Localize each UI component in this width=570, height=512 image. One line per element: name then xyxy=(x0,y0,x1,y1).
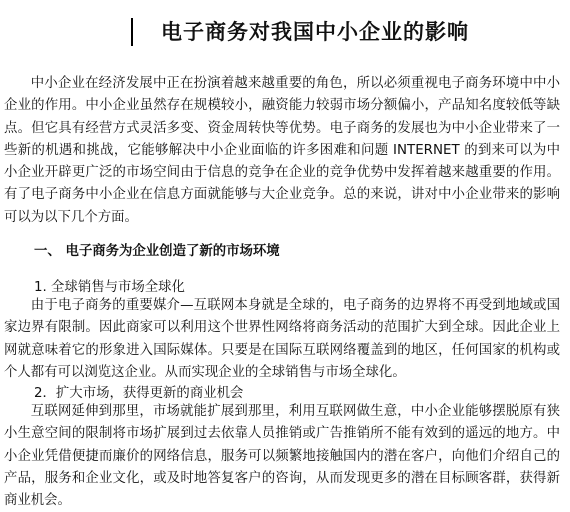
subsection-heading-2: 2．扩大市场，获得更新的商业机会 xyxy=(34,386,244,401)
document-title: 电子商务对我国中小企业的影响 xyxy=(161,20,469,44)
subsection-heading-1: 1. 全球销售与市场全球化 xyxy=(34,280,185,295)
subsection-paragraph-1: 由于电子商务的重要媒介—互联网本身就是全球的，电子商务的边界将不再受到地域或国家边界有限制。因此商家可以利用这个世界性网络将商务活动的范围扩大到全球。因此企业上网就意味着它的形象进入国际媒体。只要是在国际互联网络覆盖到的地区，任何国家的机构或个人都有可以浏览这企业。从而实现企业的全球销售与市场全球化。 xyxy=(4,298,560,380)
section-heading: 一、 电子商务为企业创造了新的市场环境 xyxy=(34,244,280,259)
title-marker-bar xyxy=(131,18,133,46)
intro-paragraph: 中小企业在经济发展中正在扮演着越来越重要的角色，所以必须重视电子商务环境中中小企业的作用。中小企业虽然存在规模较小，融资能力较弱市场分额偏小，产品知名度较低等缺点。但它具有经营方式灵活多变、资金周转快等优势。电子商务的发展也为中小企业带来了一些新的机遇和挑战，它能够解决中小企业面临的许多困难和问题 INTERNET 的到来可以为中小企业开辟更广泛的市场空间由于信息的竞争在企业的竞争优势中发挥着越来越重要的作用。有了电子商务中小企业在信息方面就能够与大企业竞争。总的来说，讲对中小企业带来的影响可以为以下几个方面。 xyxy=(4,76,560,225)
subsection-paragraph-2: 互联网延伸到那里，市场就能扩展到那里，利用互联网做生意，中小企业能够摆脱原有狭小生意空间的限制将市场扩展到过去依靠人员推销或广告推销所不能有效到的遥远的地方。中小企业凭借便捷而廉价的网络信息，服务可以频繁地接触国内的潜在客户，向他们介绍自己的产品，服务和企业文化，或及时地答复客户的咨询，从而发现更多的潜在目标顾客群，获得新商业机会。 xyxy=(4,404,560,509)
